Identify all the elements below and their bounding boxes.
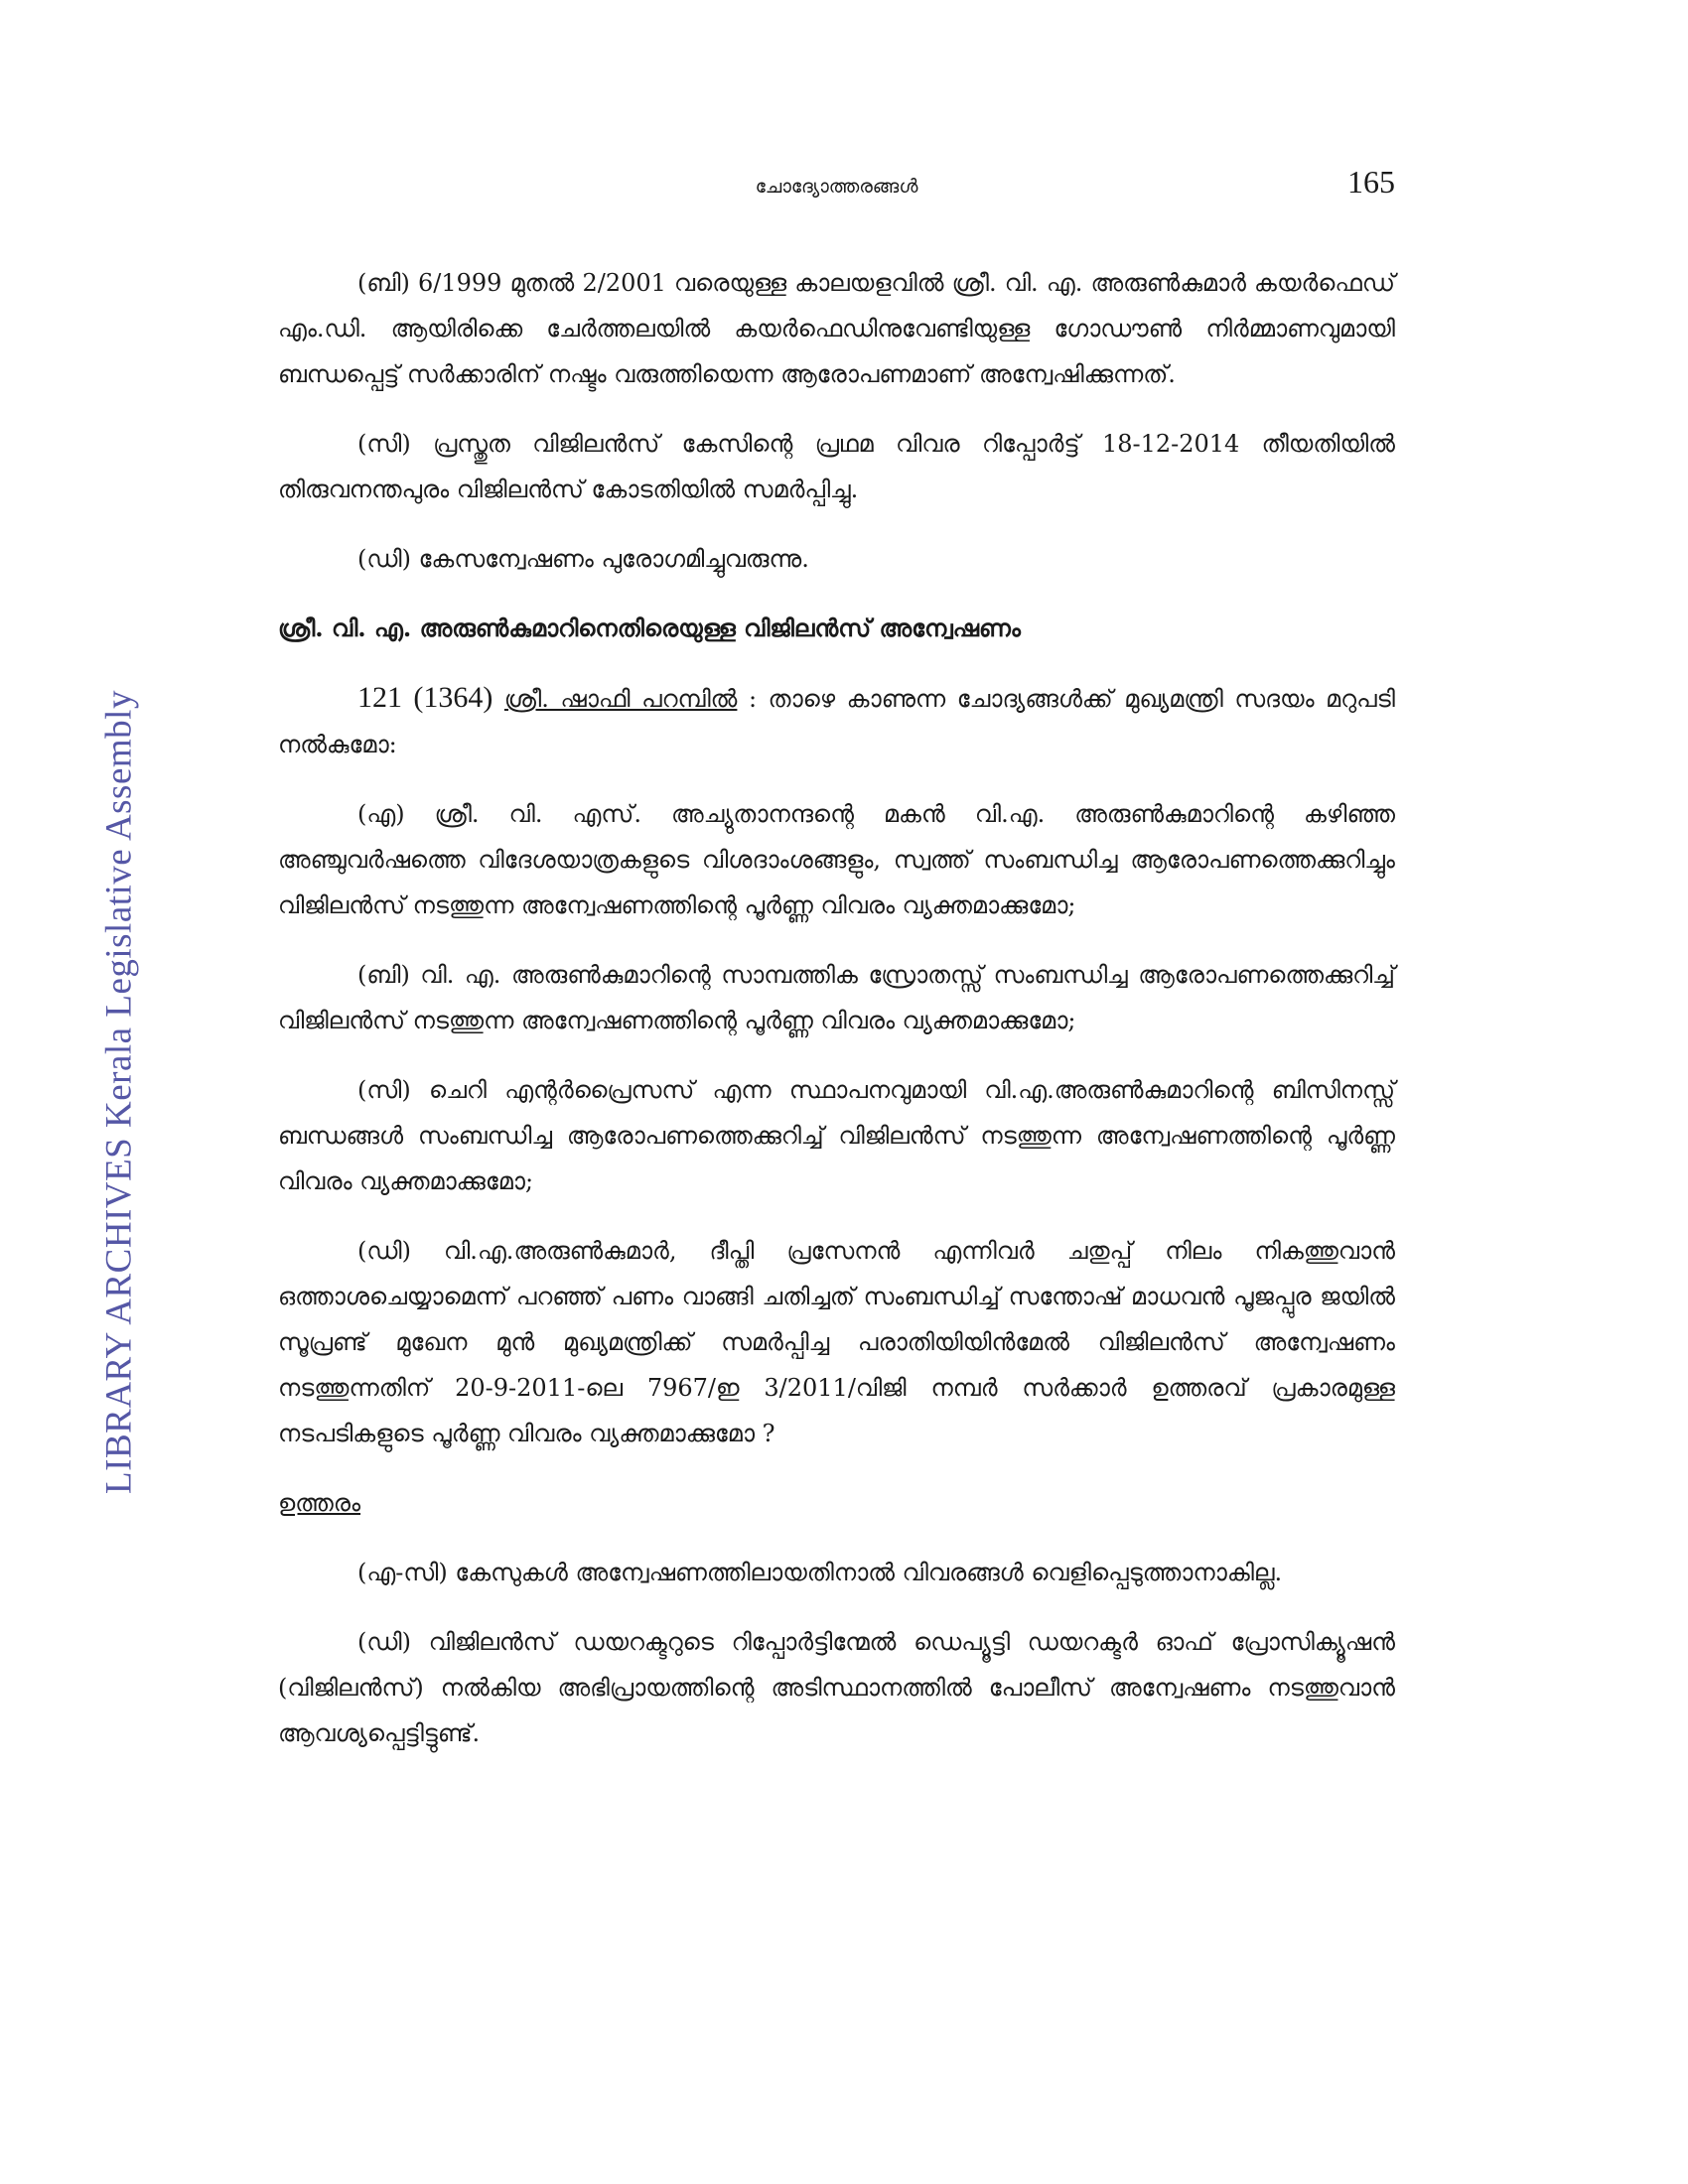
question-number: 121 (1364) <box>357 681 493 714</box>
question-d: (ഡി) വി.എ.അരുൺകുമാർ, ദീപ്തി പ്രസേനൻ എന്നിവർ ചതുപ്പ് നിലം നികത്തുവാൻ ഒത്താശചെയ്യാമെന്ന് പറഞ്ഞ് പണം വാങ്ങി ചതിച്ചത് സംബന്ധിച്ച് സന്തോഷ് മാധവൻ പൂജപ്പുര ജയിൽ സൂപ്രണ്ട് മുഖേന മുൻ മുഖ്യമന്ത്രിക്ക് സമർപ്പിച്ച പരാതിയിയിൻമേൽ വിജിലൻസ് അന്വേഷണം നടത്തുന്നതിന് 20-9-2011-ലെ 7967/ഇ 3/2011/വിജി നമ്പർ സർക്കാർ ഉത്തരവ് പ്രകാരമുള്ള നടപടികളുടെ പൂർണ്ണ വിവരം വ്യക്തമാക്കുമോ ? <box>278 1237 1395 1447</box>
answer-heading: ഉത്തരം <box>278 1489 361 1517</box>
prev-answer-c: (സി) പ്രസ്തുത വിജിലൻസ് കേസിന്റെ പ്രഥമ വിവര റിപ്പോർട്ട് 18-12-2014 തീയതിയിൽ തിരുവനന്തപുരം വിജിലൻസ് കോടതിയിൽ സമർപ്പിച്ചു. <box>278 430 1395 503</box>
page-number: 165 <box>1347 164 1395 200</box>
question-intro <box>278 675 1395 767</box>
question-intro-text: : താഴെ കാണുന്ന ചോദ്യങ്ങൾക്ക് മുഖ്യമന്ത്രി സദയം മറുപടി നൽകുമോ: <box>278 685 1395 758</box>
answer-d: (ഡി) വിജിലൻസ് ഡയറക്ടറുടെ റിപ്പോർട്ടിന്മേൽ ഡെപ്യൂട്ടി ഡയറക്ടർ ഓഫ് പ്രോസിക്യൂഷൻ (വിജിലൻസ്) നൽകിയ അഭിപ്രായത്തിന്റെ അടിസ്ഥാനത്തിൽ പോലീസ് അന്വേഷണം നടത്തുവാൻ ആവശ്യപ്പെട്ടിട്ടുണ്ട്. <box>278 1628 1395 1747</box>
page-header <box>278 164 1395 213</box>
question-a: (എ) ശ്രീ. വി. എസ്. അച്യുതാനന്ദന്റെ മകൻ വി.എ. അരുൺകുമാറിന്റെ കഴിഞ്ഞ അഞ്ചുവർഷത്തെ വിദേശയാത്രകളുടെ വിശദാംശങ്ങളും, സ്വത്ത് സംബന്ധിച്ച ആരോപണത്തെക്കുറിച്ചും വിജിലൻസ് നടത്തുന്ന അന്വേഷണത്തിന്റെ പൂർണ്ണ വിവരം വ്യക്തമാക്കുമോ; <box>278 800 1395 919</box>
running-title: ചോദ്യോത്തരങ്ങൾ <box>755 176 918 198</box>
section-heading: ശ്രീ. വി. എ. അരുൺകുമാറിനെതിരെയുള്ള വിജിലൻസ് അന്വേഷണം <box>278 614 1021 642</box>
prev-answer-d: (ഡി) കേസന്വേഷണം പുരോഗമിച്ചുവരുന്നു. <box>357 545 809 573</box>
question-c: (സി) ചെറി എന്റർപ്രൈസസ് എന്ന സ്ഥാപനവുമായി വി.എ.അരുൺകുമാറിന്റെ ബിസിനസ്സ് ബന്ധങ്ങൾ സംബന്ധിച്ച ആരോപണത്തെക്കുറിച്ച് വിജിലൻസ് നടത്തുന്ന അന്വേഷണത്തിന്റെ പൂർണ്ണ വിവരം വ്യക്തമാക്കുമോ; <box>278 1076 1395 1195</box>
answer-a-c: (എ-സി) കേസുകൾ അന്വേഷണത്തിലായതിനാൽ വിവരങ്ങൾ വെളിപ്പെടുത്താനാകില്ല. <box>357 1559 1283 1586</box>
library-archives-watermark: LIBRARY ARCHIVES Kerala Legislative Assembly <box>98 690 140 1494</box>
question-member: ശ്രീ. ഷാഫി പറമ്പിൽ <box>503 685 738 713</box>
page-body <box>278 260 1395 1780</box>
prev-answer-b: (ബി) 6/1999 മുതൽ 2/2001 വരെയുള്ള കാലയളവിൽ ശ്രീ. വി. എ. അരുൺകുമാർ കയർഫെഡ് എം.ഡി. ആയിരിക്കെ ചേർത്തലയിൽ കയർഫെഡിനുവേണ്ടിയുള്ള ഗോഡൗൺ നിർമ്മാണവുമായി ബന്ധപ്പെട്ട് സർക്കാരിന് നഷ്ടം വരുത്തിയെന്ന ആരോപണമാണ് അന്വേഷിക്കുന്നത്. <box>278 269 1395 388</box>
question-b: (ബി) വി. എ. അരുൺകുമാറിന്റെ സാമ്പത്തിക സ്രോതസ്സ് സംബന്ധിച്ച ആരോപണത്തെക്കുറിച്ച് വിജിലൻസ് നടത്തുന്ന അന്വേഷണത്തിന്റെ പൂർണ്ണ വിവരം വ്യക്തമാക്കുമോ; <box>278 961 1395 1034</box>
